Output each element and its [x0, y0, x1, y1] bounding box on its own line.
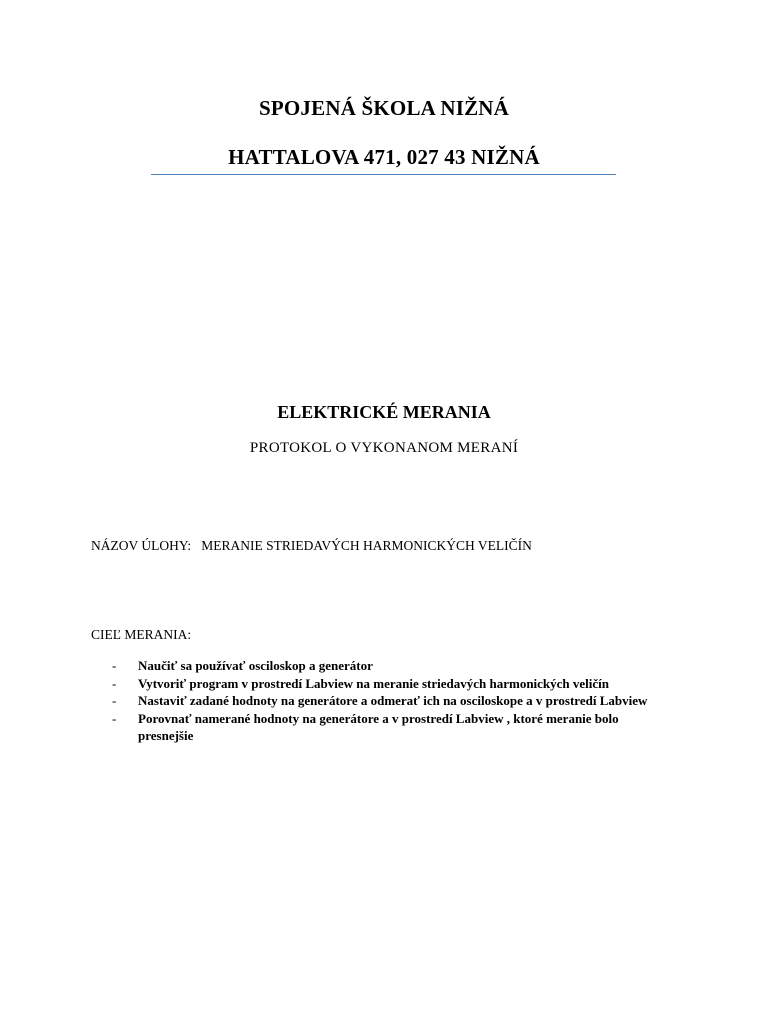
school-address: HATTALOVA 471, 027 43 NIŽNÁ	[228, 145, 540, 169]
list-bullet: -	[112, 675, 117, 691]
list-item	[112, 692, 672, 710]
list-bullet: -	[112, 693, 117, 708]
list-item	[112, 657, 672, 675]
school-name: SPOJENÁ ŠKOLA NIŽNÁ	[258, 96, 510, 120]
list-bullet: -	[112, 710, 117, 726]
goals-list	[112, 657, 672, 745]
protocol-title: PROTOKOL O VYKONANOM MERANÍ	[249, 440, 519, 456]
task-line	[91, 538, 532, 554]
goal-text: Nastaviť zadané hodnoty na generátore a odmerať ich na osciloskope a v prostredí Labview	[138, 693, 648, 708]
goal-heading: CIEĽ MERANIA:	[91, 627, 192, 642]
subject-title: ELEKTRICKÉ MERANIA	[277, 402, 491, 422]
task-value: MERANIE STRIEDAVÝCH HARMONICKÝCH VELIČÍN	[201, 538, 532, 553]
header-divider	[151, 174, 616, 175]
list-item	[112, 710, 672, 745]
list-bullet: -	[112, 658, 117, 673]
goal-text: Naučiť sa používať osciloskop a generátor	[138, 658, 373, 673]
goal-text: Vytvoriť program v prostredí Labview na meranie striedavých harmonických veličín	[138, 675, 610, 691]
list-item	[112, 675, 672, 693]
task-label: NÁZOV ÚLOHY:	[91, 538, 192, 553]
goal-text: Porovnať namerané hodnoty na generátore a v prostredí Labview , ktoré meranie bolo presnejšie	[138, 710, 619, 743]
